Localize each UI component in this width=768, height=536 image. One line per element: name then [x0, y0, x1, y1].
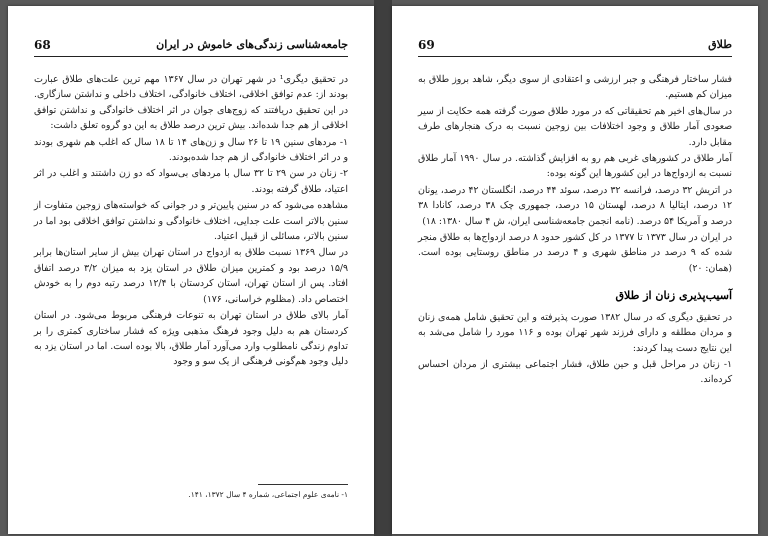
paragraph: ۱- مردهای سنین ۱۹ تا ۲۶ سال و زن‌های ۱۴ تا ۱۸ سال که اغلب هم شهری بودند و در اثر اختلاف خانوادگی از هم جدا شده‌بودند. [34, 136, 348, 164]
paragraph: مشاهده می‌شود که در سنین پایین‌تر و در جوانی که خواسته‌های زوجین متفاوت از سنین بالاتر است علت جدایی، اختلاف خانوادگی و نداشتن توافق اخلاقی بود اما در سنین بالاتر، مسائلی از قبیل اعتیاد. [34, 200, 348, 243]
paragraph: ۲- زنان در سن ۲۹ تا ۳۲ سال با مردهای بی‌سواد که دو زن داشتند و اغلب در اثر اعتیاد، طلاق گرفته بودند. [34, 168, 348, 195]
paragraph: در تحقیق دیگری¹ در شهر تهران در سال ۱۳۶۷ مهم ترین علت‌های طلاق عبارت بودند از: عدم توافق اخلاقی، اختلاف خانوادگی، اختلاف داخلی و نداشتن سازگاری. در این تحقیق دریافتند که زوج‌های جوان در اثر اختلاف خانوادگی و نداشتن توافق اخلاقی از هم جدا شده‌اند. بیش ترین درصد طلاق به این دو گروه تعلق داشت: [34, 74, 348, 132]
paragraph: در تحقیق دیگری که در سال ۱۳۸۲ صورت پذیرفته و این تحقیق شامل همه‌ی زنان و مردان مطلقه و دارای فرزند شهر تهران بوده و ۱۱۶ مورد را شامل می‌شد به این نتایج دست پیدا کردند: [418, 311, 732, 354]
running-title: طلاق [708, 38, 732, 51]
paragraph: در اتریش ۳۲ درصد، فرانسه ۳۲ درصد، سوئد ۴۴ درصد، انگلستان ۴۲ درصد، یونان ۱۲ درصد، ایتالیا ۸ درصد، لهستان ۱۵ درصد، جمهوری چک ۳۸ درصد، کانادا ۳۸ درصد و آمریکا ۵۴ درصد. (نامه انجمن جامعه‌شناسی ایران، ش ۴ سال ۱۳۸۰: ۱۸) [418, 184, 733, 227]
paragraph: آمار طلاق در کشورهای غربی هم رو به افزایش گذاشته. در سال ۱۹۹۰ آمار طلاق نسبت به ازدواج‌ها در این کشورها این گونه بوده: [418, 153, 732, 180]
paragraph: در سال ۱۳۶۹ نسبت طلاق به ازدواج در استان تهران بیش از سایر استان‌ها برابر ۱۵/۹ درصد بود و کمترین میزان طلاق در استان یزد به میزان ۳/۲ درصد اتفاق افتاد. پس از استان تهران، استان کردستان با ۱۲/۴ درصد رتبه دوم را به خودش اختصاص داد. (مظلوم خراسانی، ۱۷۶) [34, 247, 349, 305]
page-header [418, 38, 732, 57]
page-body [418, 72, 732, 389]
right-page [392, 6, 758, 534]
section-heading: آسیب‌پذیری زنان از طلاق [615, 289, 732, 303]
footnote: ۱- نامه‌ی علوم اجتماعی، شماره ۴ سال ۱۳۷۲، ۱۴۱. [188, 490, 348, 499]
book-gutter [374, 0, 392, 536]
left-page [8, 6, 374, 534]
paragraph: آمار بالای طلاق در استان تهران به تنوعات فرهنگی مربوط می‌شود. در استان کردستان هم به دلیل وجود فرهنگ مذهبی ویژه که فشار ساختاری کمتری را بر تداوم زندگی نامطلوب وارد می‌آورد آمار طلاق، بالا بوده است. اما در استان یزد به دلیل وجود هم‌گونی فرهنگی از یک سو و وجود [34, 310, 348, 368]
paragraph: در ایران در سال ۱۳۷۳ تا ۱۳۷۷ در کل کشور حدود ۸ درصد ازدواج‌ها به طلاق منجر شده که ۹ درصد در مناطق شهری و ۴ درصد در مناطق روستایی بوده است. (همان: ۲۰) [418, 232, 732, 274]
page-header [34, 38, 348, 57]
page-body [34, 72, 348, 371]
paragraph: فشار ساختار فرهنگی و جبر ارزشی و اعتقادی از سوی دیگر، شاهد بروز طلاق به میزان کم هستیم. [418, 74, 732, 101]
paragraph: ۱- زنان در مراحل قبل و حین طلاق، فشار اجتماعی بیشتری از مردان احساس کرده‌اند. [418, 358, 732, 386]
running-title: جامعه‌شناسی زندگی‌های خاموش در ایران [156, 38, 348, 51]
footnote-divider [258, 484, 348, 485]
page-number: 69 [418, 38, 435, 52]
paragraph: در سال‌های اخیر هم تحقیقاتی که در مورد طلاق صورت گرفته همه حکایت از سیر صعودی آمار طلاق و وجود اختلافات بین زوجین نسبت به درک هنجارهای طرف مقابل دارد. [418, 105, 732, 148]
page-number: 68 [34, 38, 51, 52]
